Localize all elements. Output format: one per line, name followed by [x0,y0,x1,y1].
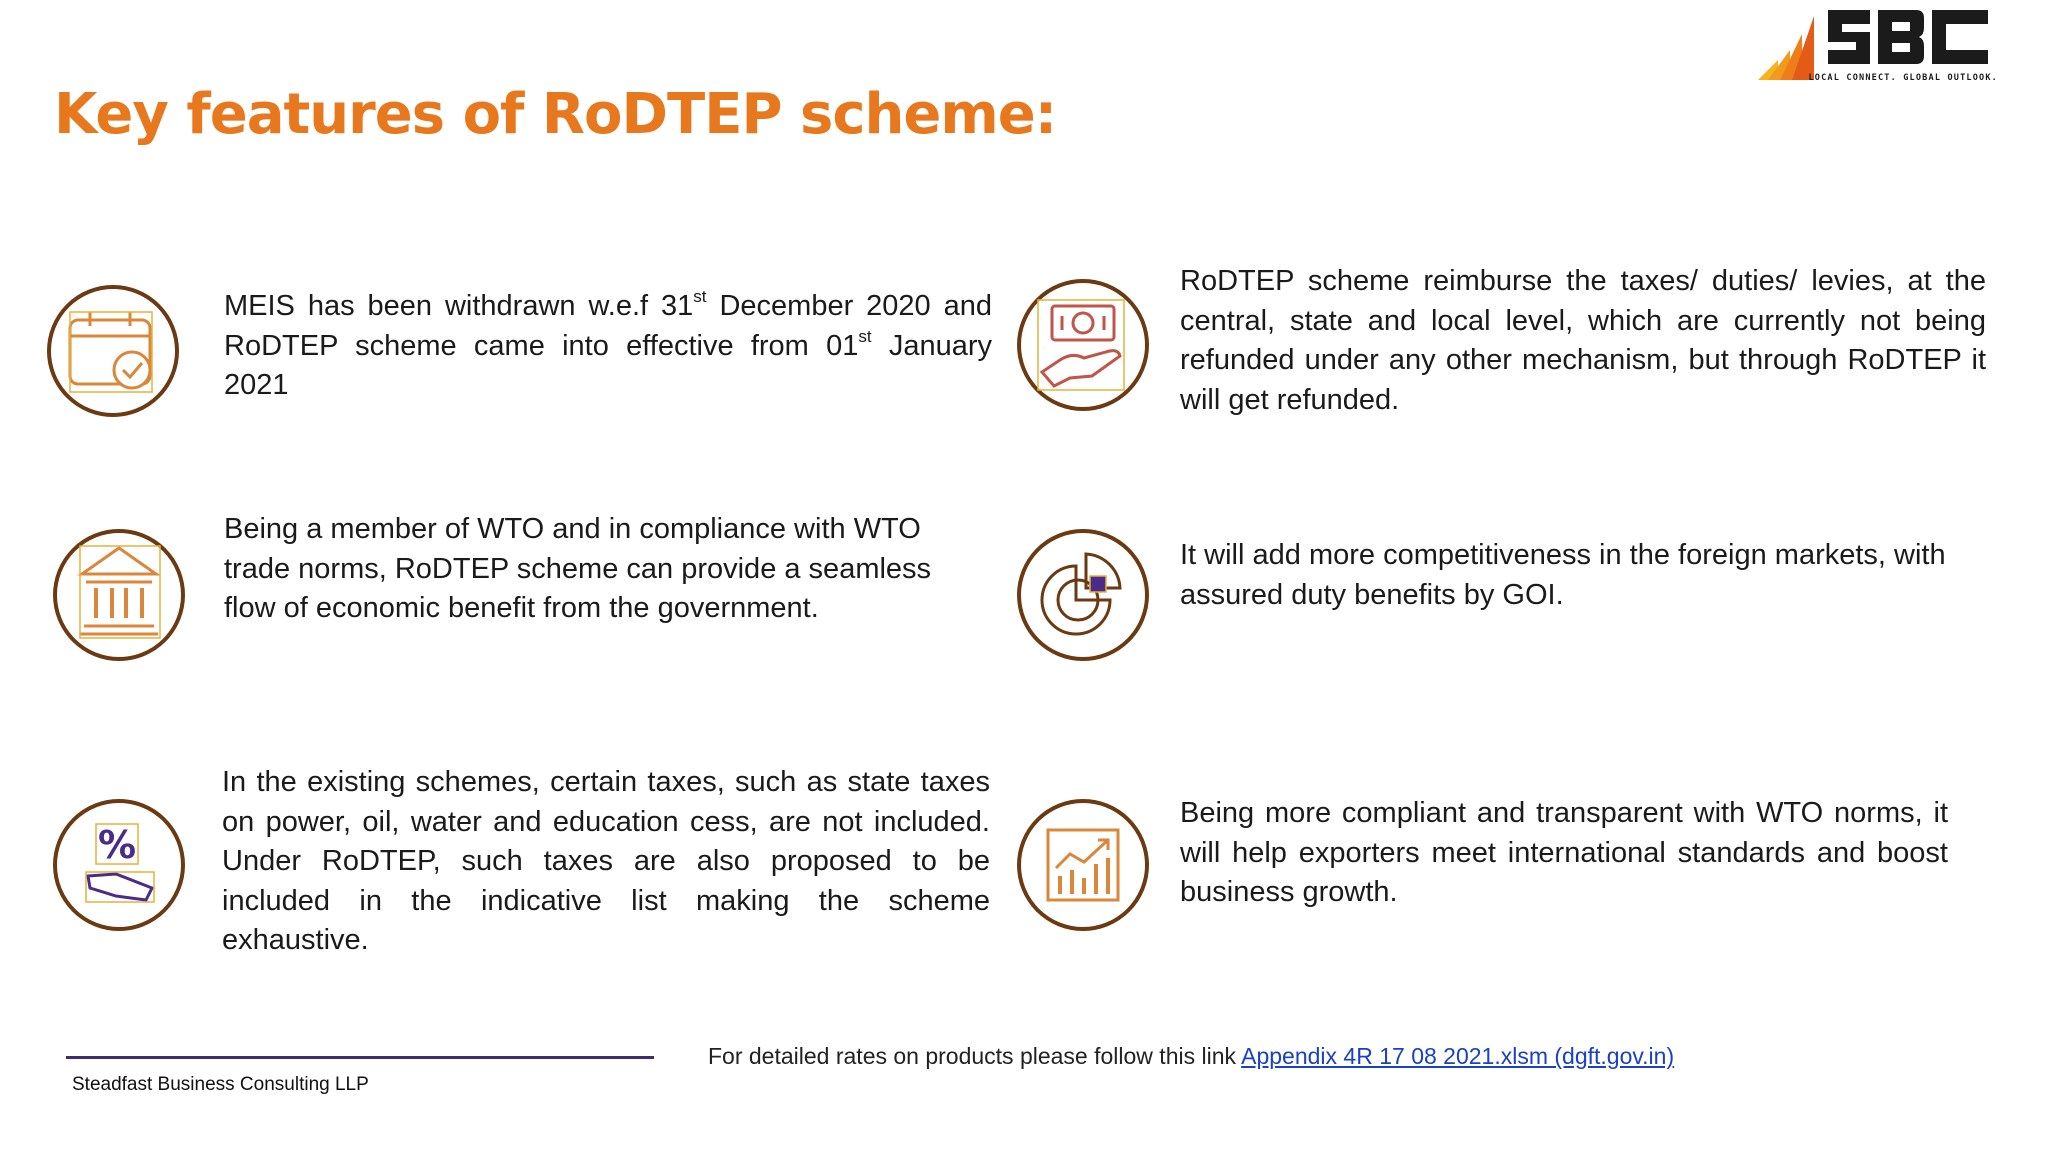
government-building-icon [50,526,188,664]
page-title: Key features of RoDTEP scheme: [54,82,1057,147]
feature-existing-schemes: In the existing schemes, certain taxes, such as state taxes on power, oil, water and education cess, are not included. Under RoDTEP, such taxes are also proposed to be included in the indicative list making the scheme exhaustive. [222,766,990,956]
percent-hand-icon [50,796,188,934]
feature-wto-norms: Being more compliant and transparent with WTO norms, it will help exporters meet international standards and boost business growth. [1180,797,1948,908]
sbc-logo [1756,2,2028,88]
feature-meis-withdrawn: MEIS has been withdrawn w.e.f 31st December 2020 and RoDTEP scheme came into effective from 01st January 2021 [224,287,992,401]
calendar-check-icon [44,282,182,420]
feature-competitiveness: It will add more competitiveness in the foreign markets, with assured duty benefits by GOI. [1180,539,1946,611]
pie-chart-icon [1014,526,1152,664]
footer-note [708,1043,1674,1070]
logo-tagline: LOCAL CONNECT. GLOBAL OUTLOOK. [1808,73,1998,83]
footer-rule [66,1056,654,1059]
appendix-link[interactable]: Appendix 4R 17 08 2021.xlsm (dgft.gov.in) [1241,1043,1675,1069]
money-hand-icon [1014,276,1152,414]
logo-bars [1758,16,1814,80]
feature-reimbursement: RoDTEP scheme reimburse the taxes/ duties/ levies, at the central, state and local level, which are currently not being refunded under any other mechanism, but through RoDTEP it will get refunded. [1180,265,1986,416]
feature-wto-compliance: Being a member of WTO and in compliance with WTO trade norms, RoDTEP scheme can provide a seamless flow of economic benefit from the government. [224,513,932,624]
svg-text:%: % [97,823,137,867]
company-name: Steadfast Business Consulting LLP [72,1074,369,1095]
logo-sbc-text [1828,10,1988,64]
growth-chart-icon [1014,796,1152,934]
footer-note-text: For detailed rates on products please follow this link [708,1043,1242,1069]
